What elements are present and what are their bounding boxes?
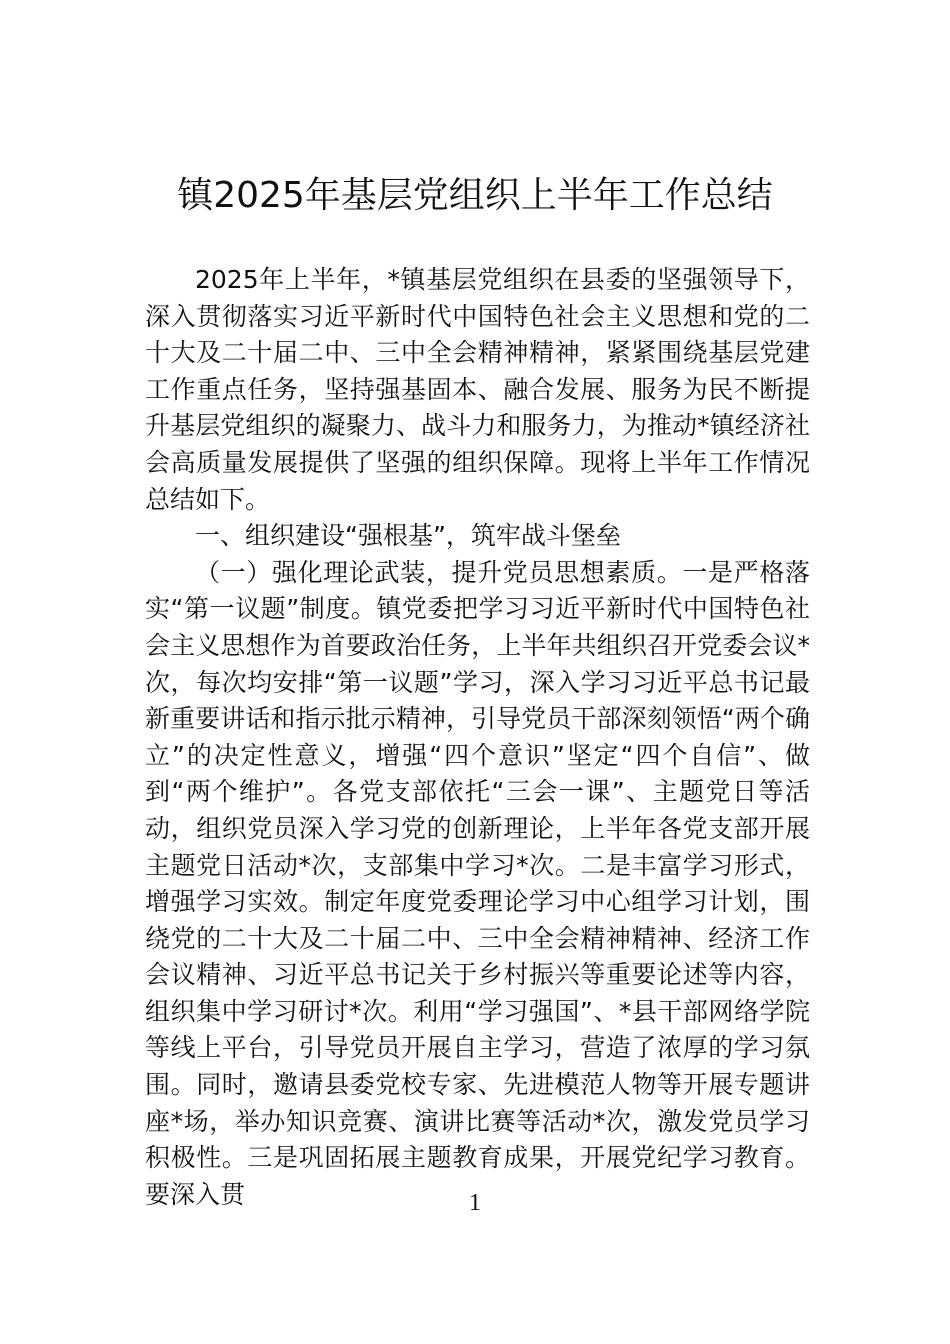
- intro-paragraph: 2025年上半年，*镇基层党组织在县委的坚强领导下，深入贯彻落实习近平新时代中国特色社会主义思想和党的二十大及二十届二中、三中全会精神精神，紧紧围绕基层党建工作重点任务，坚持强基固本、融合发展、服务为民不断提升基层党组织的凝聚力、战斗力和服务力，为推动*镇经济社会高质量发展提供了坚强的组织保障。现将上半年工作情况总结如下。: [145, 265, 810, 514]
- document-title: 镇2025年基层党组织上半年工作总结: [177, 175, 773, 216]
- section-heading: 一、组织建设“强根基”，筑牢战斗堡垒: [195, 521, 621, 551]
- page-number: 1: [469, 1190, 481, 1216]
- document-body: [145, 262, 810, 1213]
- subsection-paragraph: （一）强化理论武装，提升党员思想素质。一是严格落实“第一议题”制度。镇党委把学习习近平新时代中国特色社会主义思想作为首要政治任务，上半年共组织召开党委会议*次，每次均安排“第一议题”学习，深入学习习近平总书记最新重要讲话和指示批示精神，引导党员干部深刻领悟“两个确立”的决定性意义，增强“四个意识”坚定“四个自信”、做到“两个维护”。各党支部依托“三会一课”、主题党日等活动，组织党员深入学习党的创新理论，上半年各党支部开展主题党日活动*次，支部集中学习*次。二是丰富学习形式，增强学习实效。制定年度党委理论学习中心组学习计划，围绕党的二十大及二十届二中、三中全会精神精神、经济工作会议精神、习近平总书记关于乡村振兴等重要论述等内容，组织集中学习研讨*次。利用“学习强国”、*县干部网络学院等线上平台，引导党员开展自主学习，营造了浓厚的学习氛围。同时，邀请县委党校专家、先进模范人物等开展专题讲座*场，举办知识竞赛、演讲比赛等活动*次，激发党员学习积极性。三是巩固拓展主题教育成果，开展党纪学习教育。要深入贯: [145, 557, 810, 1209]
